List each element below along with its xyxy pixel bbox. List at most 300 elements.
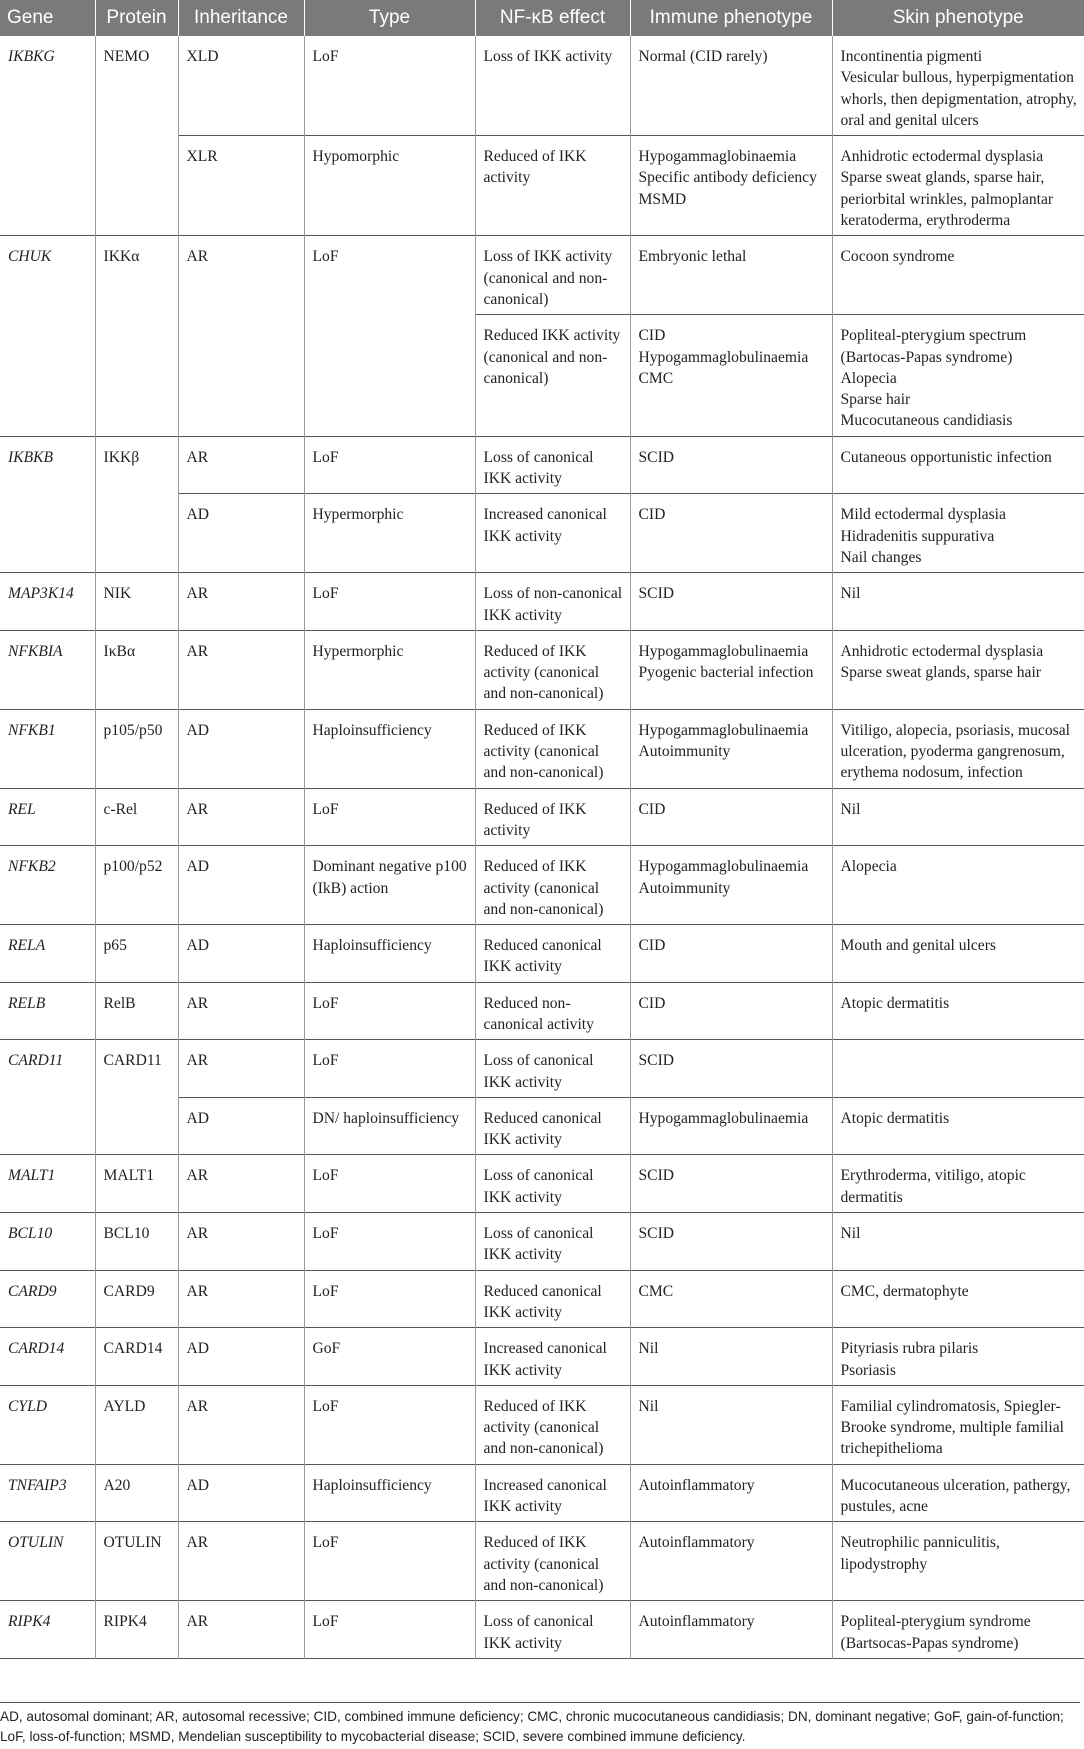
table-row bbox=[0, 630, 1084, 709]
cell-type bbox=[304, 925, 475, 983]
cell-inheritance bbox=[178, 1270, 304, 1328]
cell-inheritance bbox=[178, 1464, 304, 1522]
type-line: DN/ haploinsufficiency bbox=[312, 1109, 460, 1127]
gene-line: NFKBIA bbox=[8, 642, 63, 660]
immune-line: Nil bbox=[638, 1340, 659, 1358]
skin-line: Anhidrotic ectodermal dysplasia bbox=[840, 642, 1044, 660]
effect-line: Reduced of IKK activity (canonical and non-canonical) bbox=[483, 858, 604, 918]
immune-line: Hypogammaglobulinaemia bbox=[638, 858, 809, 876]
cell-immune bbox=[630, 136, 832, 236]
table-row bbox=[0, 1155, 1084, 1213]
cell-protein bbox=[95, 436, 178, 572]
protein-line: AYLD bbox=[103, 1397, 146, 1415]
protein-line: RelB bbox=[103, 994, 136, 1012]
table-row bbox=[0, 788, 1084, 846]
type-line: GoF bbox=[312, 1340, 341, 1358]
skin-line: Cocoon syndrome bbox=[840, 248, 955, 266]
cell-skin bbox=[832, 925, 1084, 983]
skin-line: Sparse hair bbox=[840, 391, 911, 409]
cell-skin bbox=[832, 1040, 1084, 1098]
cell-protein bbox=[95, 925, 178, 983]
gene-line: RELB bbox=[8, 994, 46, 1012]
immune-line: CID bbox=[638, 994, 666, 1012]
cell-gene bbox=[0, 1385, 95, 1464]
cell-type bbox=[304, 494, 475, 573]
inheritance-line: AD bbox=[186, 1476, 210, 1494]
effect-line: Loss of canonical IKK activity bbox=[483, 1052, 594, 1091]
immune-line: Normal (CID rarely) bbox=[638, 48, 768, 65]
inheritance-line: AR bbox=[186, 1613, 209, 1631]
table-footnote: AD, autosomal dominant; AR, autosomal recessive; CID, combined immune deficiency; CMC, chronic mucocutaneous candidiasis; DN, dominant negative; GoF, gain-of-function; LoF, loss-of-function; MSMD, Mendelian susceptibility to mycobacterial disease; SCID, severe combined immune deficiency. bbox=[0, 1702, 1080, 1747]
header-nfkb-effect: NF-κB effect bbox=[475, 0, 630, 36]
protein-line: c-Rel bbox=[103, 800, 138, 818]
skin-line: Familial cylindromatosis, Spiegler-Brooke syndrome, multiple familial trichepithelioma bbox=[840, 1397, 1064, 1458]
cell-inheritance bbox=[178, 1213, 304, 1271]
cell-gene bbox=[0, 1464, 95, 1522]
immune-line: Autoimmunity bbox=[638, 743, 731, 761]
cell-skin bbox=[832, 788, 1084, 846]
cell-skin bbox=[832, 1522, 1084, 1601]
effect-line: Loss of canonical IKK activity bbox=[483, 1167, 594, 1206]
gene-line: REL bbox=[8, 800, 36, 818]
type-line: Haploinsufficiency bbox=[312, 721, 432, 739]
inheritance-line: AD bbox=[186, 1109, 210, 1127]
skin-line: Alopecia bbox=[840, 858, 897, 876]
cell-effect bbox=[475, 436, 630, 494]
gene-line: OTULIN bbox=[8, 1534, 64, 1552]
cell-inheritance bbox=[178, 136, 304, 236]
table-row bbox=[0, 1385, 1084, 1464]
cell-effect bbox=[475, 494, 630, 573]
cell-inheritance bbox=[178, 925, 304, 983]
protein-line: NIK bbox=[103, 585, 132, 603]
cell-type bbox=[304, 1522, 475, 1601]
effect-line: Loss of IKK activity bbox=[483, 48, 613, 65]
protein-line: IKKβ bbox=[103, 448, 140, 466]
cell-inheritance bbox=[178, 236, 304, 436]
cell-skin bbox=[832, 1601, 1084, 1659]
cell-gene bbox=[0, 982, 95, 1040]
effect-line: Reduced IKK activity (canonical and non-canonical) bbox=[483, 327, 621, 387]
inheritance-line: AD bbox=[186, 937, 210, 955]
effect-line: Loss of canonical IKK activity bbox=[483, 1613, 594, 1652]
skin-line: Neutrophilic panniculitis, lipodystrophy bbox=[840, 1534, 1000, 1573]
table-row bbox=[0, 1522, 1084, 1601]
inheritance-line: XLR bbox=[186, 148, 218, 166]
gene-line: CARD14 bbox=[8, 1340, 65, 1358]
immune-line: CID bbox=[638, 800, 666, 818]
cell-protein bbox=[95, 1328, 178, 1386]
protein-line: BCL10 bbox=[103, 1225, 150, 1243]
effect-line: Increased canonical IKK activity bbox=[483, 1340, 607, 1379]
cell-type bbox=[304, 1328, 475, 1386]
skin-line: Incontinentia pigmenti bbox=[840, 48, 983, 65]
table-row bbox=[0, 1270, 1084, 1328]
cell-gene bbox=[0, 1328, 95, 1386]
skin-line: Mild ectodermal dysplasia bbox=[840, 506, 1006, 524]
cell-gene bbox=[0, 846, 95, 925]
cell-protein bbox=[95, 573, 178, 631]
type-line: Haploinsufficiency bbox=[312, 1476, 432, 1494]
cell-type bbox=[304, 1385, 475, 1464]
cell-protein bbox=[95, 846, 178, 925]
inheritance-line: AD bbox=[186, 506, 210, 524]
cell-type bbox=[304, 236, 475, 436]
table-row bbox=[0, 1601, 1084, 1659]
table-row bbox=[0, 436, 1084, 494]
gene-line: RELA bbox=[8, 937, 46, 955]
type-line: LoF bbox=[312, 1534, 339, 1552]
cell-immune bbox=[630, 1328, 832, 1386]
cell-protein bbox=[95, 709, 178, 788]
skin-line: Vitiligo, alopecia, psoriasis, mucosal ulceration, pyoderma gangrenosum, erythema nodosum, infection bbox=[840, 721, 1070, 782]
header-inheritance: Inheritance bbox=[178, 0, 304, 36]
inheritance-line: AD bbox=[186, 721, 210, 739]
immune-line: Pyogenic bacterial infection bbox=[638, 664, 814, 682]
immune-line: Specific antibody deficiency bbox=[638, 169, 817, 187]
protein-line: CARD14 bbox=[103, 1340, 163, 1358]
cell-effect bbox=[475, 846, 630, 925]
cell-inheritance bbox=[178, 573, 304, 631]
cell-protein bbox=[95, 1155, 178, 1213]
gene-line: MAP3K14 bbox=[8, 585, 74, 603]
table-row bbox=[0, 236, 1084, 315]
skin-line: Pityriasis rubra pilaris bbox=[840, 1340, 979, 1358]
cell-immune bbox=[630, 436, 832, 494]
inheritance-line: XLD bbox=[186, 48, 219, 65]
cell-skin bbox=[832, 36, 1084, 136]
inheritance-line: AR bbox=[186, 1052, 209, 1070]
cell-gene bbox=[0, 36, 95, 236]
cell-gene bbox=[0, 709, 95, 788]
skin-line: Atopic dermatitis bbox=[840, 994, 950, 1012]
skin-line: Mucocutaneous ulceration, pathergy, pustules, acne bbox=[840, 1476, 1071, 1516]
inheritance-line: AR bbox=[186, 585, 209, 603]
immune-line: CID bbox=[638, 506, 666, 524]
cell-type bbox=[304, 1097, 475, 1155]
cell-skin bbox=[832, 1385, 1084, 1464]
cell-gene bbox=[0, 1155, 95, 1213]
cell-immune bbox=[630, 788, 832, 846]
effect-line: Reduced of IKK activity (canonical and non-canonical) bbox=[483, 642, 604, 703]
table-row bbox=[0, 36, 1084, 136]
cell-type bbox=[304, 846, 475, 925]
cell-immune bbox=[630, 1097, 832, 1155]
inheritance-line: AR bbox=[186, 642, 209, 660]
effect-line: Increased canonical IKK activity bbox=[483, 1476, 607, 1516]
cell-immune bbox=[630, 1040, 832, 1098]
skin-line: Mucocutaneous candidiasis bbox=[840, 412, 1013, 430]
cell-inheritance bbox=[178, 494, 304, 573]
cell-type bbox=[304, 1601, 475, 1659]
skin-line: Erythroderma, vitiligo, atopic dermatitis bbox=[840, 1167, 1026, 1206]
cell-gene bbox=[0, 925, 95, 983]
cell-effect bbox=[475, 1601, 630, 1659]
cell-immune bbox=[630, 494, 832, 573]
cell-immune bbox=[630, 1385, 832, 1464]
cell-immune bbox=[630, 1601, 832, 1659]
cell-immune bbox=[630, 1155, 832, 1213]
protein-line: IκBα bbox=[103, 642, 136, 660]
cell-inheritance bbox=[178, 1522, 304, 1601]
immune-line: SCID bbox=[638, 585, 675, 603]
protein-line: p105/p50 bbox=[103, 721, 163, 739]
header-gene: Gene bbox=[0, 0, 95, 36]
cell-skin bbox=[832, 709, 1084, 788]
type-line: Hypermorphic bbox=[312, 506, 404, 524]
cell-skin bbox=[832, 136, 1084, 236]
gene-line: MALT1 bbox=[8, 1167, 56, 1185]
cell-inheritance bbox=[178, 436, 304, 494]
cell-inheritance bbox=[178, 1385, 304, 1464]
cell-skin bbox=[832, 846, 1084, 925]
effect-line: Reduced canonical IKK activity bbox=[483, 1282, 602, 1321]
table-row bbox=[0, 846, 1084, 925]
effect-line: Reduced non-canonical activity bbox=[483, 994, 594, 1033]
cell-skin bbox=[832, 630, 1084, 709]
gene-line: NFKB1 bbox=[8, 721, 56, 739]
skin-line: Hidradenitis suppurativa bbox=[840, 527, 995, 545]
effect-line: Increased canonical IKK activity bbox=[483, 506, 607, 545]
skin-line: Atopic dermatitis bbox=[840, 1109, 950, 1127]
cell-type bbox=[304, 36, 475, 136]
protein-line: A20 bbox=[103, 1476, 131, 1494]
protein-line: RIPK4 bbox=[103, 1613, 147, 1631]
skin-line: Mouth and genital ulcers bbox=[840, 937, 996, 955]
table-body bbox=[0, 36, 1084, 1658]
cell-inheritance bbox=[178, 1097, 304, 1155]
cell-gene bbox=[0, 788, 95, 846]
cell-gene bbox=[0, 573, 95, 631]
cell-protein bbox=[95, 36, 178, 236]
cell-gene bbox=[0, 1522, 95, 1601]
type-line: Hypomorphic bbox=[312, 148, 400, 166]
gene-line: IKBKB bbox=[8, 448, 54, 466]
cell-type bbox=[304, 788, 475, 846]
cell-inheritance bbox=[178, 1040, 304, 1098]
effect-line: Reduced of IKK activity (canonical and non-canonical) bbox=[483, 1534, 604, 1594]
protein-line: NEMO bbox=[103, 48, 150, 65]
inheritance-line: AR bbox=[186, 1225, 209, 1243]
cell-inheritance bbox=[178, 982, 304, 1040]
cell-effect bbox=[475, 1155, 630, 1213]
header-skin-phenotype: Skin phenotype bbox=[832, 0, 1084, 36]
effect-line: Reduced of IKK activity bbox=[483, 800, 587, 839]
skin-line: Alopecia bbox=[840, 369, 897, 387]
type-line: LoF bbox=[312, 1052, 339, 1070]
cell-skin bbox=[832, 982, 1084, 1040]
protein-line: p100/p52 bbox=[103, 858, 163, 876]
immune-line: SCID bbox=[638, 1225, 675, 1243]
header-immune-phenotype: Immune phenotype bbox=[630, 0, 832, 36]
cell-type bbox=[304, 1040, 475, 1098]
gene-line: CYLD bbox=[8, 1397, 48, 1415]
cell-type bbox=[304, 630, 475, 709]
immune-line: Hypogammaglobulinaemia bbox=[638, 1109, 809, 1127]
immune-line: SCID bbox=[638, 1052, 675, 1070]
effect-line: Reduced canonical IKK activity bbox=[483, 1109, 602, 1149]
skin-line: Popliteal-pterygium syndrome (Bartsocas-Papas syndrome) bbox=[840, 1613, 1031, 1652]
cell-immune bbox=[630, 1270, 832, 1328]
immune-line: CMC bbox=[638, 1282, 674, 1300]
type-line: Dominant negative p100 (IkB) action bbox=[312, 858, 467, 897]
type-line: LoF bbox=[312, 1282, 339, 1300]
inheritance-line: AR bbox=[186, 248, 209, 266]
skin-line: Cutaneous opportunistic infection bbox=[840, 448, 1052, 466]
immune-line: CMC bbox=[638, 369, 674, 387]
inheritance-line: AD bbox=[186, 858, 210, 876]
inheritance-line: AR bbox=[186, 1282, 209, 1300]
type-line: LoF bbox=[312, 1397, 339, 1415]
cell-protein bbox=[95, 788, 178, 846]
header-type: Type bbox=[304, 0, 475, 36]
cell-skin bbox=[832, 1155, 1084, 1213]
skin-line: Nil bbox=[840, 585, 861, 603]
cell-gene bbox=[0, 630, 95, 709]
gene-line: TNFAIP3 bbox=[8, 1476, 67, 1494]
cell-immune bbox=[630, 846, 832, 925]
type-line: LoF bbox=[312, 1613, 339, 1631]
immune-line: SCID bbox=[638, 1167, 675, 1185]
cell-type bbox=[304, 1213, 475, 1271]
cell-gene bbox=[0, 1040, 95, 1155]
cell-effect bbox=[475, 315, 630, 436]
cell-effect bbox=[475, 573, 630, 631]
cell-skin bbox=[832, 1270, 1084, 1328]
immune-line: Autoinflammatory bbox=[638, 1613, 755, 1631]
skin-line: Nail changes bbox=[840, 548, 922, 566]
table-row bbox=[0, 1328, 1084, 1386]
immune-line: Hypogammaglobulinaemia bbox=[638, 721, 809, 739]
table-row bbox=[0, 1213, 1084, 1271]
cell-effect bbox=[475, 1464, 630, 1522]
skin-line: Sparse sweat glands, sparse hair, periorbital wrinkles, palmoplantar keratoderma, erythroderma bbox=[840, 169, 1054, 230]
cell-immune bbox=[630, 709, 832, 788]
protein-line: IKKα bbox=[103, 248, 140, 266]
type-line: LoF bbox=[312, 248, 339, 266]
immune-line: Autoinflammatory bbox=[638, 1476, 755, 1494]
cell-immune bbox=[630, 1213, 832, 1271]
table-row bbox=[0, 1464, 1084, 1522]
type-line: LoF bbox=[312, 448, 339, 466]
protein-line: MALT1 bbox=[103, 1167, 155, 1185]
cell-effect bbox=[475, 1097, 630, 1155]
skin-line: Popliteal-pterygium spectrum bbox=[840, 327, 1027, 345]
cell-skin bbox=[832, 436, 1084, 494]
cell-effect bbox=[475, 1385, 630, 1464]
cell-skin bbox=[832, 315, 1084, 436]
cell-type bbox=[304, 1270, 475, 1328]
immune-line: Hypogammaglobulinaemia bbox=[638, 642, 809, 660]
cell-protein bbox=[95, 1040, 178, 1155]
cell-immune bbox=[630, 630, 832, 709]
skin-line: Vesicular bullous, hyperpigmentation whorls, then depigmentation, atrophy, oral and genital ulcers bbox=[840, 69, 1077, 129]
cell-inheritance bbox=[178, 36, 304, 136]
cell-effect bbox=[475, 925, 630, 983]
protein-line: CARD11 bbox=[103, 1052, 162, 1070]
immune-line: MSMD bbox=[638, 190, 687, 208]
cell-protein bbox=[95, 1213, 178, 1271]
protein-line: p65 bbox=[103, 937, 127, 955]
effect-line: Loss of IKK activity (canonical and non-canonical) bbox=[483, 248, 613, 308]
inheritance-line: AR bbox=[186, 800, 209, 818]
effect-line: Reduced canonical IKK activity bbox=[483, 937, 602, 976]
cell-immune bbox=[630, 925, 832, 983]
cell-protein bbox=[95, 1464, 178, 1522]
cell-inheritance bbox=[178, 1601, 304, 1659]
immune-line: CID bbox=[638, 937, 666, 955]
immune-line: CID bbox=[638, 327, 666, 345]
cell-effect bbox=[475, 1040, 630, 1098]
cell-effect bbox=[475, 1522, 630, 1601]
cell-inheritance bbox=[178, 1155, 304, 1213]
immune-line: Embryonic lethal bbox=[638, 248, 747, 266]
cell-effect bbox=[475, 136, 630, 236]
cell-effect bbox=[475, 982, 630, 1040]
cell-gene bbox=[0, 1601, 95, 1659]
cell-immune bbox=[630, 1522, 832, 1601]
protein-line: OTULIN bbox=[103, 1534, 162, 1552]
cell-type bbox=[304, 436, 475, 494]
type-line: Haploinsufficiency bbox=[312, 937, 432, 955]
cell-immune bbox=[630, 236, 832, 315]
immune-line: SCID bbox=[638, 448, 675, 466]
cell-effect bbox=[475, 236, 630, 315]
inheritance-line: AR bbox=[186, 1167, 209, 1185]
cell-immune bbox=[630, 982, 832, 1040]
skin-line: Nil bbox=[840, 1225, 861, 1243]
effect-line: Loss of canonical IKK activity bbox=[483, 1225, 594, 1264]
cell-inheritance bbox=[178, 1328, 304, 1386]
cell-gene bbox=[0, 1213, 95, 1271]
type-line: LoF bbox=[312, 48, 339, 65]
immune-line: Autoinflammatory bbox=[638, 1534, 755, 1552]
inheritance-line: AR bbox=[186, 448, 209, 466]
cell-protein bbox=[95, 236, 178, 436]
cell-effect bbox=[475, 36, 630, 136]
type-line: LoF bbox=[312, 994, 339, 1012]
cell-protein bbox=[95, 1270, 178, 1328]
cell-skin bbox=[832, 573, 1084, 631]
inheritance-line: AR bbox=[186, 1534, 209, 1552]
cell-gene bbox=[0, 436, 95, 572]
cell-effect bbox=[475, 1213, 630, 1271]
cell-type bbox=[304, 709, 475, 788]
cell-type bbox=[304, 1464, 475, 1522]
cell-type bbox=[304, 136, 475, 236]
table-row bbox=[0, 573, 1084, 631]
skin-line: Anhidrotic ectodermal dysplasia bbox=[840, 148, 1044, 166]
inheritance-line: AR bbox=[186, 994, 209, 1012]
cell-protein bbox=[95, 1601, 178, 1659]
immune-line: Autoimmunity bbox=[638, 879, 731, 897]
gene-line: BCL10 bbox=[8, 1225, 53, 1243]
cell-gene bbox=[0, 1270, 95, 1328]
cell-skin bbox=[832, 1464, 1084, 1522]
gene-line: CARD11 bbox=[8, 1052, 64, 1070]
skin-line: (Bartocas-Papas syndrome) bbox=[840, 348, 1013, 366]
immune-line: Hypogammaglobulinaemia bbox=[638, 348, 809, 366]
cell-inheritance bbox=[178, 846, 304, 925]
effect-line: Reduced of IKK activity bbox=[483, 148, 587, 187]
type-line: Hypermorphic bbox=[312, 642, 404, 660]
cell-skin bbox=[832, 1328, 1084, 1386]
type-line: LoF bbox=[312, 585, 339, 603]
effect-line: Loss of non-canonical IKK activity bbox=[483, 585, 623, 624]
cell-immune bbox=[630, 573, 832, 631]
effect-line: Loss of canonical IKK activity bbox=[483, 448, 594, 488]
immune-line: Nil bbox=[638, 1397, 659, 1415]
